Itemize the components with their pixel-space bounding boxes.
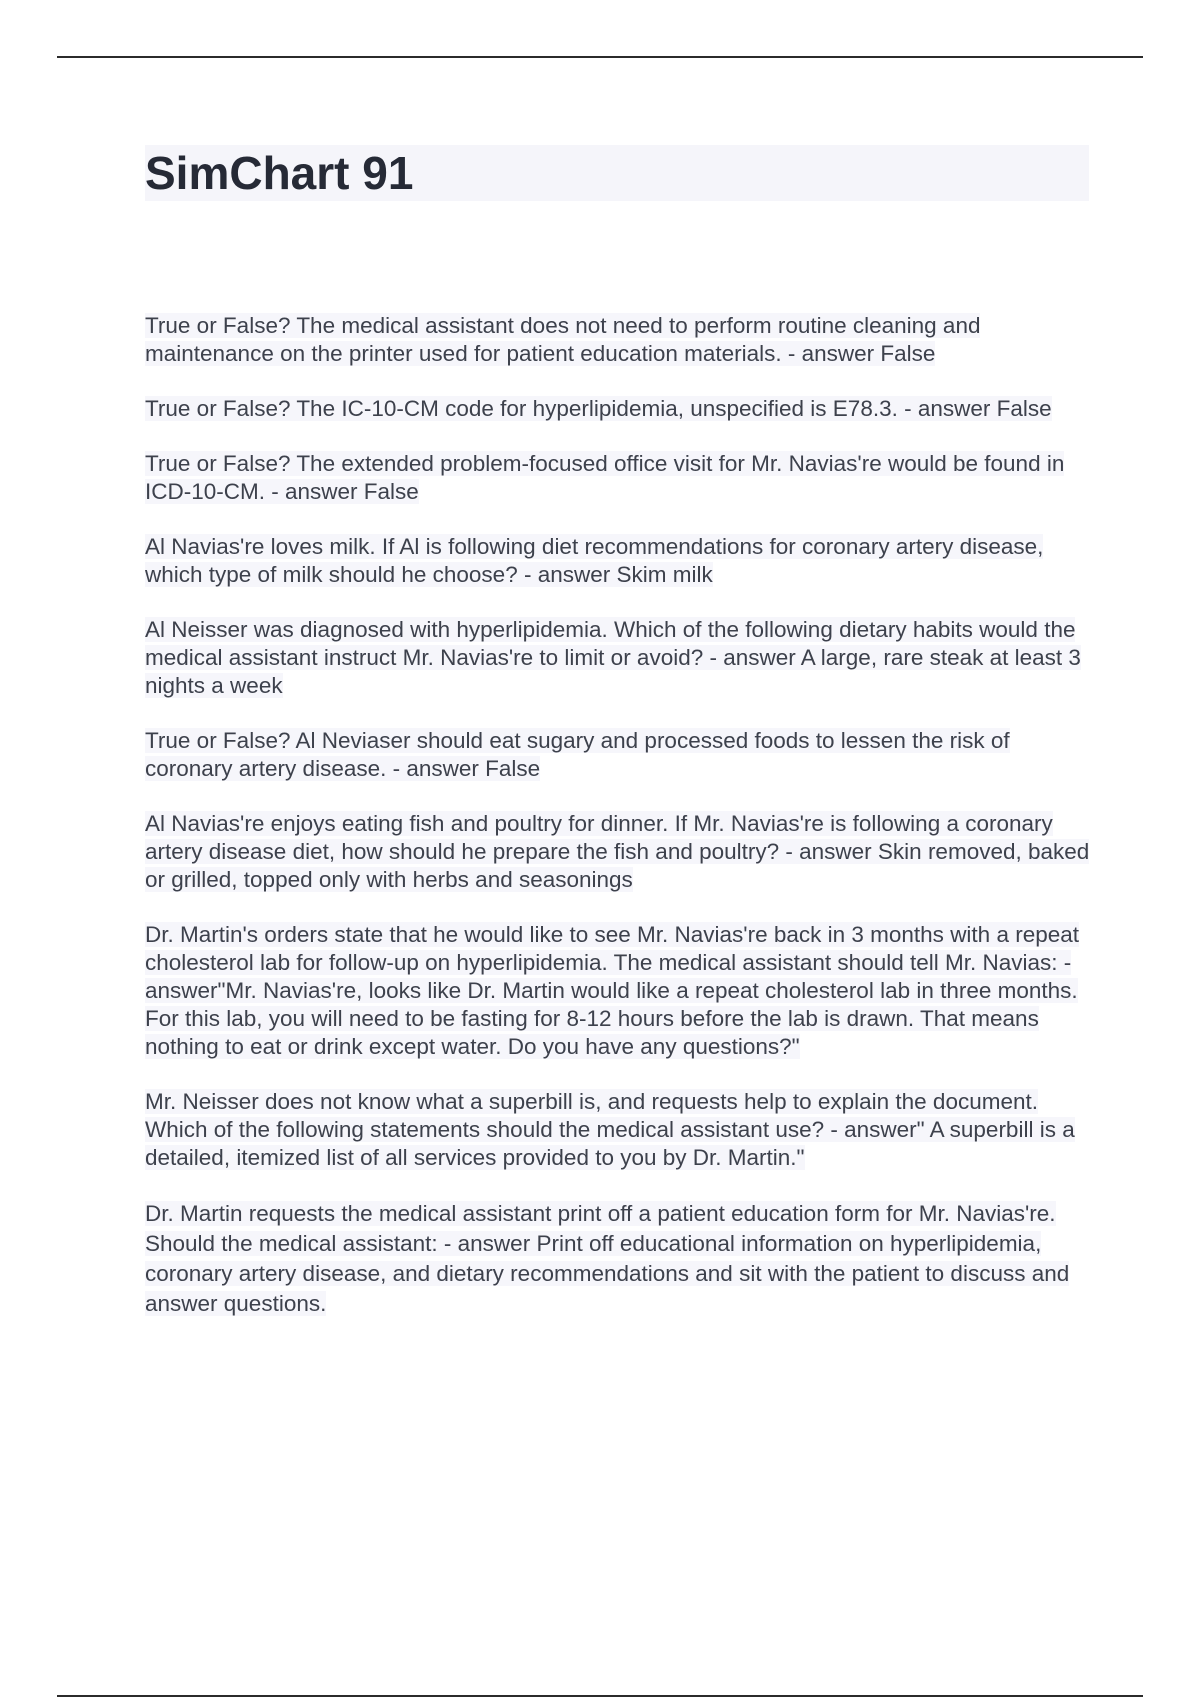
page-title: SimChart 91 (145, 147, 414, 199)
qa-text: True or False? Al Neviaser should eat sugary and processed foods to lessen the risk of coronary artery disease. - answer False (145, 728, 1010, 781)
qa-text: True or False? The extended problem-focused office visit for Mr. Navias're would be found in ICD-10-CM. - answer False (145, 451, 1065, 504)
qa-item (145, 395, 1090, 423)
qa-item (145, 616, 1090, 700)
qa-list (145, 312, 1090, 1346)
qa-text: Al Navias're loves milk. If Al is following diet recommendations for coronary artery disease, which type of milk should he choose? - answer Skim milk (145, 534, 1044, 587)
qa-text: Al Navias're enjoys eating fish and poultry for dinner. If Mr. Navias're is following a coronary artery disease diet, how should he prepare the fish and poultry? - answer Skin removed, baked or grilled, topped only with herbs and seasonings (145, 811, 1090, 892)
qa-text: True or False? The IC-10-CM code for hyperlipidemia, unspecified is E78.3. - answer False (145, 396, 1052, 421)
top-divider (57, 56, 1143, 58)
qa-item (145, 450, 1090, 506)
qa-item (145, 1199, 1090, 1319)
qa-item (145, 727, 1090, 783)
qa-text: Dr. Martin's orders state that he would like to see Mr. Navias're back in 3 months with a repeat cholesterol lab for follow-up on hyperlipidemia. The medical assistant should tell Mr. Navias: - answer"Mr. Navias're, looks like Dr. Martin would like a repeat cholesterol lab in three months. For this lab, you will need to be fasting for 8-12 hours before the lab is drawn. That means nothing to eat or drink except water. Do you have any questions?" (145, 922, 1080, 1059)
qa-item (145, 1088, 1090, 1172)
qa-item (145, 533, 1090, 589)
qa-text: Al Neisser was diagnosed with hyperlipidemia. Which of the following dietary habits would the medical assistant instruct Mr. Navias're to limit or avoid? - answer A large, rare steak at least 3 nights a week (145, 617, 1081, 698)
bottom-divider (57, 1695, 1143, 1697)
qa-item (145, 312, 1090, 368)
qa-text: Mr. Neisser does not know what a superbill is, and requests help to explain the document. Which of the following statements should the medical assistant use? - answer" A superbill is a detailed, itemized list of all services provided to you by Dr. Martin." (145, 1089, 1075, 1170)
qa-item (145, 921, 1090, 1061)
qa-item (145, 810, 1090, 894)
qa-text: True or False? The medical assistant does not need to perform routine cleaning and maintenance on the printer used for patient education materials. - answer False (145, 313, 981, 366)
qa-text: Dr. Martin requests the medical assistant print off a patient education form for Mr. Navias're. Should the medical assistant: - answer Print off educational information on hyperlipidemia, coronary artery disease, and dietary recommendations and sit with the patient to discuss and answer questions. (145, 1201, 1070, 1316)
